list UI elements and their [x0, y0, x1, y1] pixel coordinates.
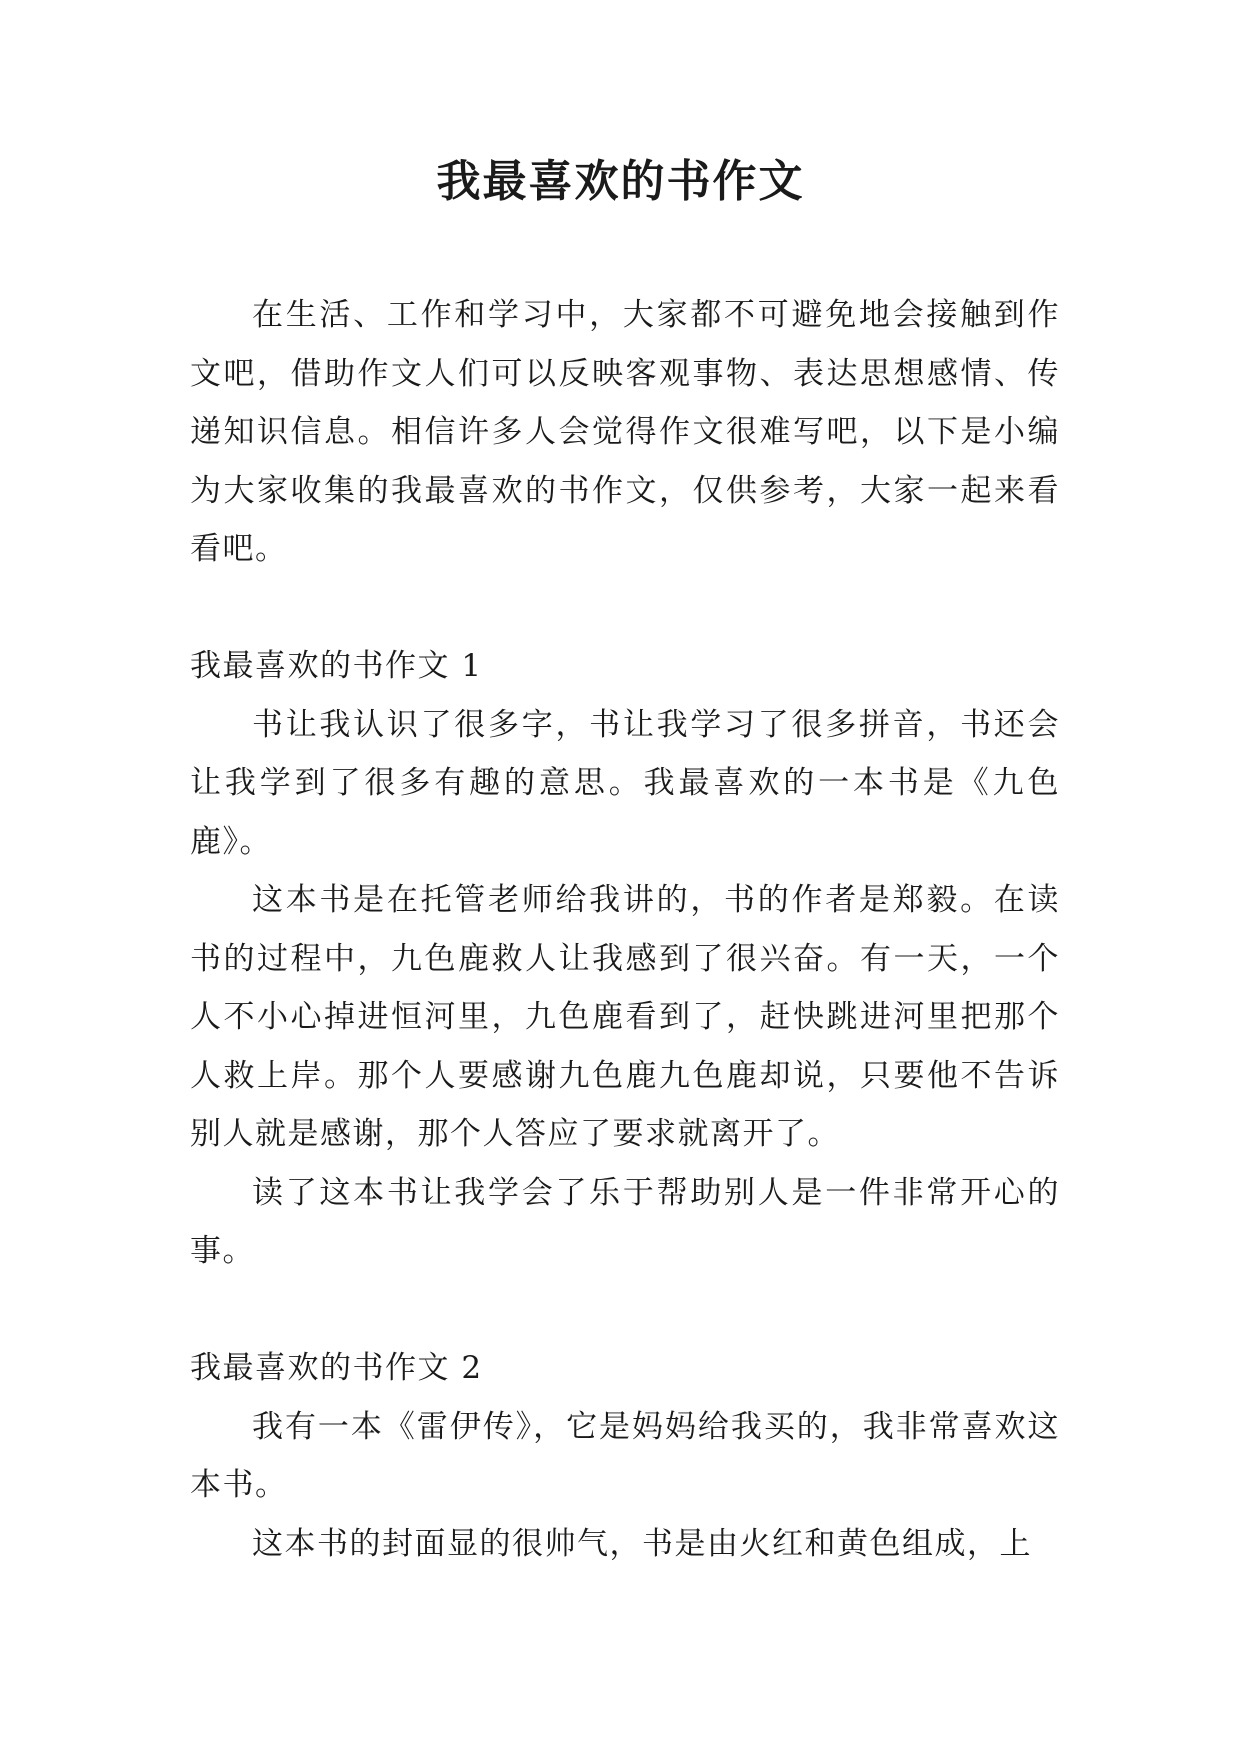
section-paragraph: 读了这本书让我学会了乐于帮助别人是一件非常开心的事。 [190, 1174, 1060, 1269]
essay-section-1 [190, 637, 1060, 1281]
essay-section-2 [190, 1339, 1060, 1573]
section-paragraph: 这本书的封面显的很帅气，书是由火红和黄色组成，上 [252, 1525, 1032, 1562]
section-heading: 我最喜欢的书作文 2 [190, 1350, 483, 1386]
intro-paragraph: 在生活、工作和学习中，大家都不可避免地会接触到作文吧，借助作文人们可以反映客观事物、表达思想感情、传递知识信息。相信许多人会觉得作文很难写吧，以下是小编为大家收集的我最喜欢的书作文，仅供参考，大家一起来看看吧。 [190, 297, 1060, 567]
document-title: 我最喜欢的书作文 [436, 156, 805, 207]
section-heading: 我最喜欢的书作文 1 [190, 648, 483, 684]
section-paragraph: 这本书是在托管老师给我讲的，书的作者是郑毅。在读书的过程中，九色鹿救人让我感到了很兴奋。有一天，一个人不小心掉进恒河里，九色鹿看到了，赶快跳进河里把那个人救上岸。那个人要感谢九色鹿九色鹿却说，只要他不告诉别人就是感谢，那个人答应了要求就离开了。 [190, 882, 1060, 1152]
document-body [190, 286, 1060, 1573]
section-paragraph: 我有一本《雷伊传》，它是妈妈给我买的，我非常喜欢这本书。 [190, 1408, 1060, 1503]
section-paragraph: 书让我认识了很多字，书让我学习了很多拼音，书还会让我学到了很多有趣的意思。我最喜欢的一本书是《九色鹿》。 [190, 706, 1060, 860]
